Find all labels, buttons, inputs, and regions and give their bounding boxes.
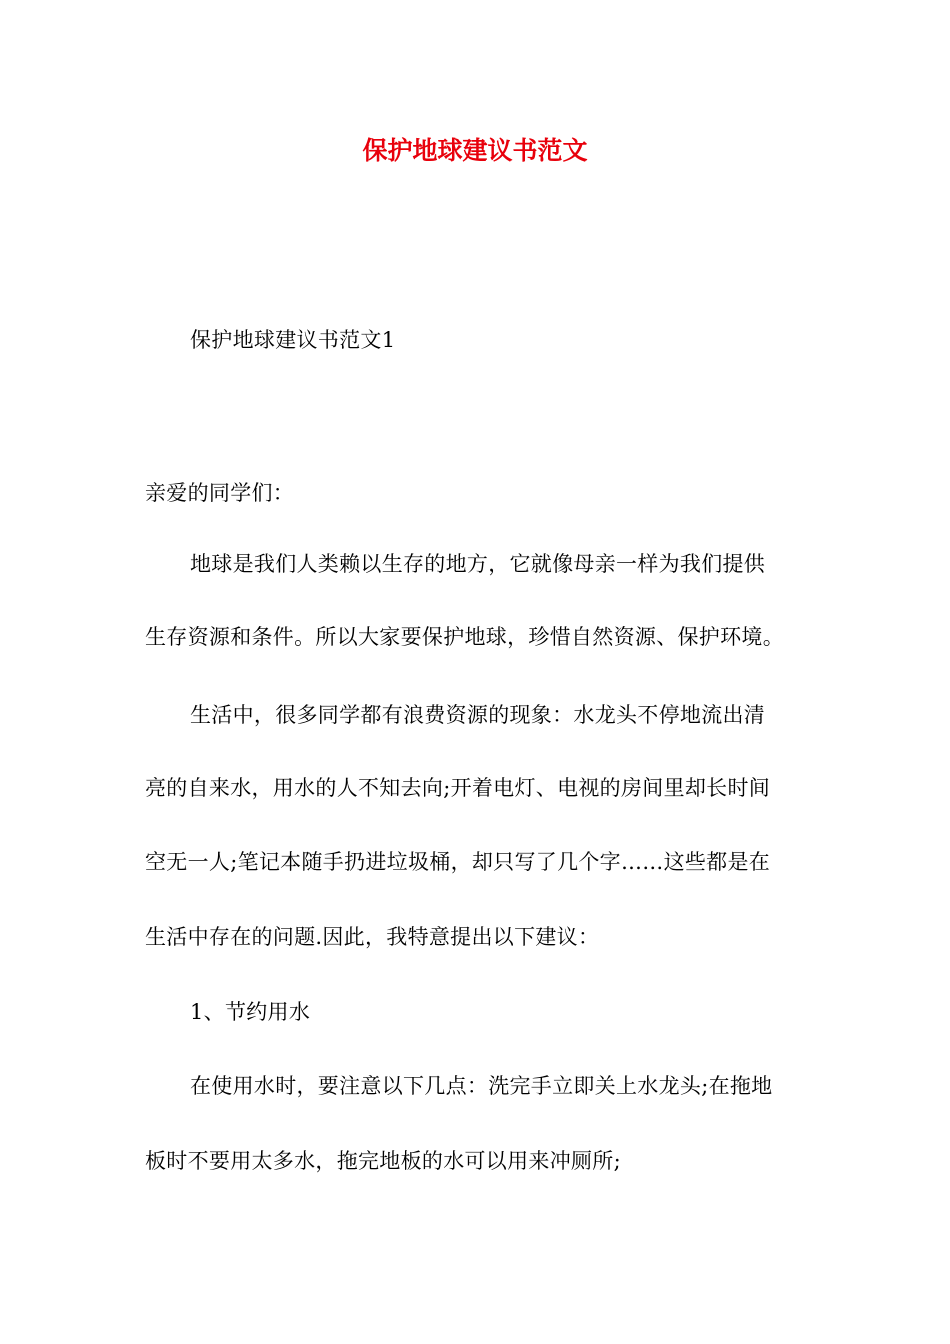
paragraph-line: 生存资源和条件。所以大家要保护地球，珍惜自然资源、保护环境。 xyxy=(145,625,784,649)
paragraph-line: 亮的自来水，用水的人不知去向;开着电灯、电视的房间里却长时间 xyxy=(145,776,771,800)
paragraph-line: 空无一人;笔记本随手扔进垃圾桶，却只写了几个字……这些都是在 xyxy=(145,850,771,874)
paragraph-line: 板时不要用太多水，拖完地板的水可以用来冲厕所; xyxy=(145,1149,621,1173)
document-title: 保护地球建议书范文 xyxy=(362,136,588,165)
list-item-heading: 1、节约用水 xyxy=(190,1000,311,1024)
paragraph-line: 生活中存在的问题.因此，我特意提出以下建议： xyxy=(145,925,600,949)
paragraph-line: 生活中，很多同学都有浪费资源的现象：水龙头不停地流出清 xyxy=(190,703,766,727)
salutation: 亲爱的同学们： xyxy=(145,481,295,505)
paragraph-line: 在使用水时，要注意以下几点：洗完手立即关上水龙头;在拖地 xyxy=(190,1074,773,1098)
section-heading: 保护地球建议书范文1 xyxy=(190,328,396,352)
paragraph-line: 地球是我们人类赖以生存的地方，它就像母亲一样为我们提供 xyxy=(190,552,766,576)
